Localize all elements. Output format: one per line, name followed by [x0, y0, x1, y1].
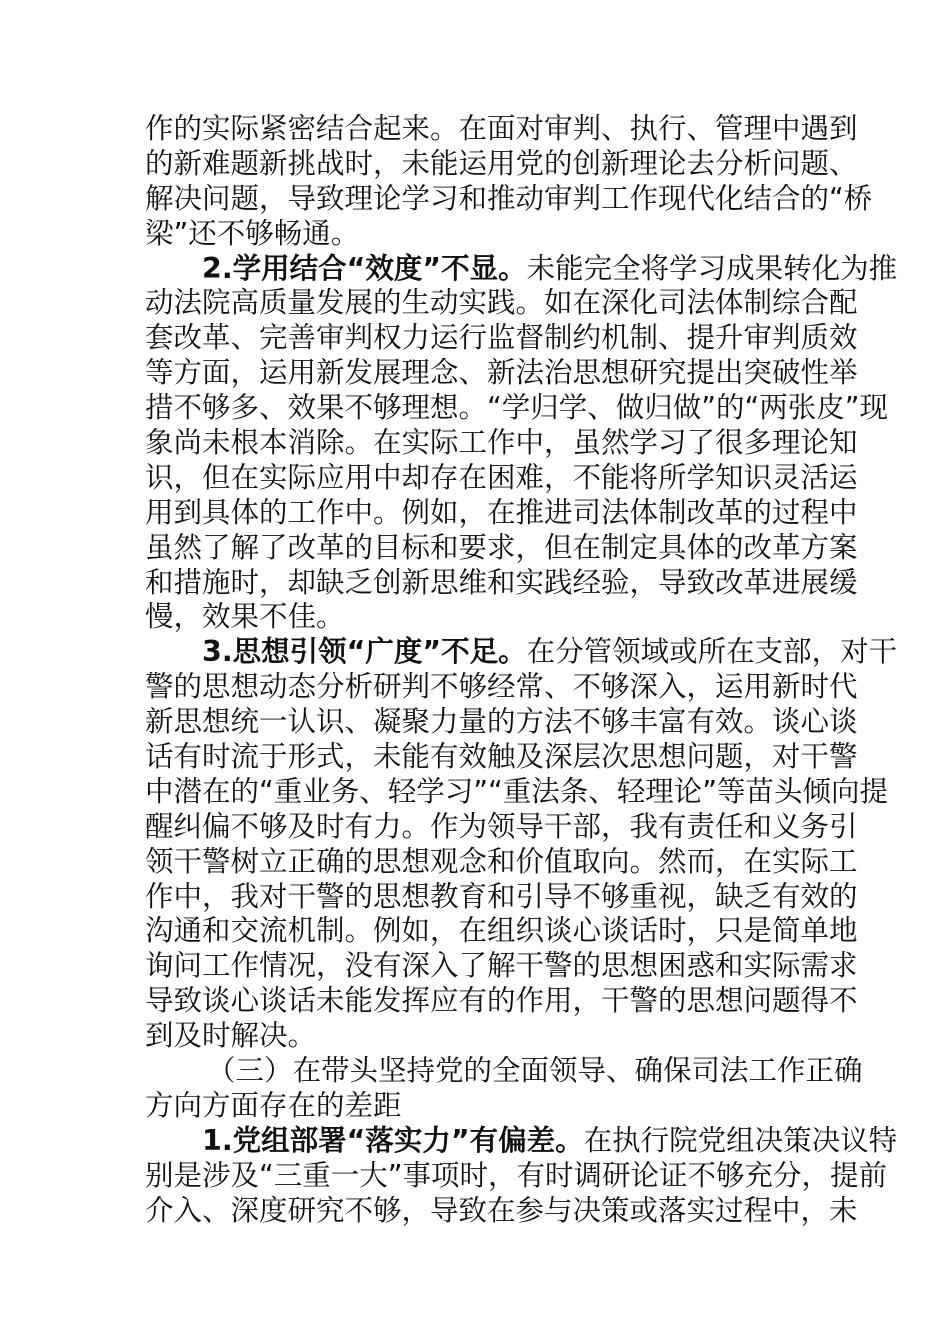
- line-text: 用到具体的工作中。例如，在推进司法体制改革的过程中: [145, 495, 858, 529]
- text-line: [145, 740, 858, 775]
- text-line: [145, 1158, 888, 1194]
- text-line: [145, 1193, 858, 1229]
- line-text: 方向方面存在的差距: [145, 1088, 402, 1122]
- line-text: 梁”还不够畅通。: [145, 216, 360, 250]
- text-line: [145, 286, 858, 321]
- text-line: [145, 635, 898, 670]
- line-text: 介入、深度研究不够，导致在参与决策或落实过程中，未: [145, 1193, 858, 1227]
- line-text: 别是涉及“三重一大”事项时，有时调研论证不够充分，提前: [145, 1158, 888, 1192]
- text-line: [145, 914, 858, 949]
- text-line: [145, 495, 858, 531]
- document-body: [145, 112, 898, 1229]
- bold-heading: 3.思想引领“广度”不足。: [202, 635, 527, 669]
- line-text: 中潜在的“重业务、轻学习”“重法条、轻理论”等苗头倾向提: [145, 774, 889, 808]
- text-line: [145, 705, 858, 740]
- text-line: [145, 391, 889, 426]
- text-line: [145, 670, 858, 705]
- line-text: 醒纠偏不够及时有力。作为领导干部，我有责任和义务引: [145, 809, 858, 843]
- line-text: 慢，效果不佳。: [145, 600, 345, 634]
- line-text: 虽然了解了改革的目标和要求，但在制定具体的改革方案: [145, 530, 858, 564]
- text-line: [145, 565, 858, 601]
- text-line: [145, 530, 858, 566]
- line-text: 导致谈心谈话未能发挥应有的作用，干警的思想问题得不: [145, 984, 858, 1018]
- text-line: [145, 356, 858, 391]
- line-text: 未能完全将学习成果转化为推: [526, 251, 898, 285]
- text-line: [145, 984, 858, 1019]
- line-text: 象尚未根本消除。在实际工作中，虽然学习了很多理论知: [145, 426, 858, 460]
- bold-heading: 1.党组部署“落实力”有偏差。: [202, 1123, 584, 1157]
- text-line: [145, 949, 858, 984]
- text-line: [145, 1089, 807, 1124]
- text-line: [145, 251, 898, 287]
- line-text: 套改革、完善审判权力运行监督制约机制、提升审判质效: [145, 321, 858, 355]
- text-line: [145, 844, 858, 880]
- line-text: 的新难题新挑战时，未能运用党的创新理论去分析问题、: [145, 146, 858, 180]
- line-text: （三）在带头坚持党的全面领导、确保司法工作正确: [207, 1054, 863, 1088]
- text-line: [145, 426, 858, 461]
- line-text: 动法院高质量发展的生动实践。如在深化司法体制综合配: [145, 286, 858, 320]
- text-line: [145, 1123, 898, 1159]
- line-text: 作的实际紧密结合起来。在面对审判、执行、管理中遇到: [145, 112, 858, 145]
- text-line: [145, 321, 858, 356]
- line-text: 新思想统一认识、凝聚力量的方法不够丰富有效。谈心谈: [145, 705, 858, 739]
- line-text: 识，但在实际应用中却存在困难，不能将所学知识灵活运: [145, 460, 858, 494]
- line-text: 解决问题，导致理论学习和推动审判工作现代化结合的“桥: [145, 181, 873, 215]
- line-text: 话有时流于形式，未能有效触及深层次思想问题，对干警: [145, 740, 858, 774]
- text-line: [145, 1019, 807, 1054]
- line-text: 等方面，运用新发展理念、新法治思想研究提出突破性举: [145, 356, 858, 390]
- text-line: [145, 146, 858, 182]
- bold-heading: 2.学用结合“效度”不显。: [202, 251, 527, 285]
- text-line: [145, 217, 807, 252]
- line-text: 警的思想动态分析研判不够经常、不够深入，运用新时代: [145, 670, 858, 704]
- text-line: [145, 460, 858, 496]
- text-line: [145, 1054, 863, 1089]
- text-line: [145, 879, 858, 915]
- line-text: 到及时解决。: [145, 1019, 317, 1053]
- line-text: 在分管领域或所在支部，对干: [526, 635, 898, 669]
- line-text: 领干警树立正确的思想观念和价值取向。然而，在实际工: [145, 844, 858, 878]
- line-text: 在执行院党组决策决议特: [583, 1123, 898, 1157]
- line-text: 询问工作情况，没有深入了解干警的思想困惑和实际需求: [145, 949, 858, 983]
- text-line: [145, 600, 807, 635]
- text-line: [145, 112, 858, 147]
- text-line: [145, 809, 858, 845]
- line-text: 作中，我对干警的思想教育和引导不够重视，缺乏有效的: [145, 879, 858, 913]
- line-text: 沟通和交流机制。例如，在组织谈心谈话时，只是简单地: [145, 914, 858, 948]
- line-text: 措不够多、效果不够理想。“学归学、做归做”的“两张皮”现: [145, 391, 889, 425]
- text-line: [145, 181, 873, 217]
- line-text: 和措施时，却缺乏创新思维和实践经验，导致改革进展缓: [145, 565, 858, 599]
- text-line: [145, 774, 889, 810]
